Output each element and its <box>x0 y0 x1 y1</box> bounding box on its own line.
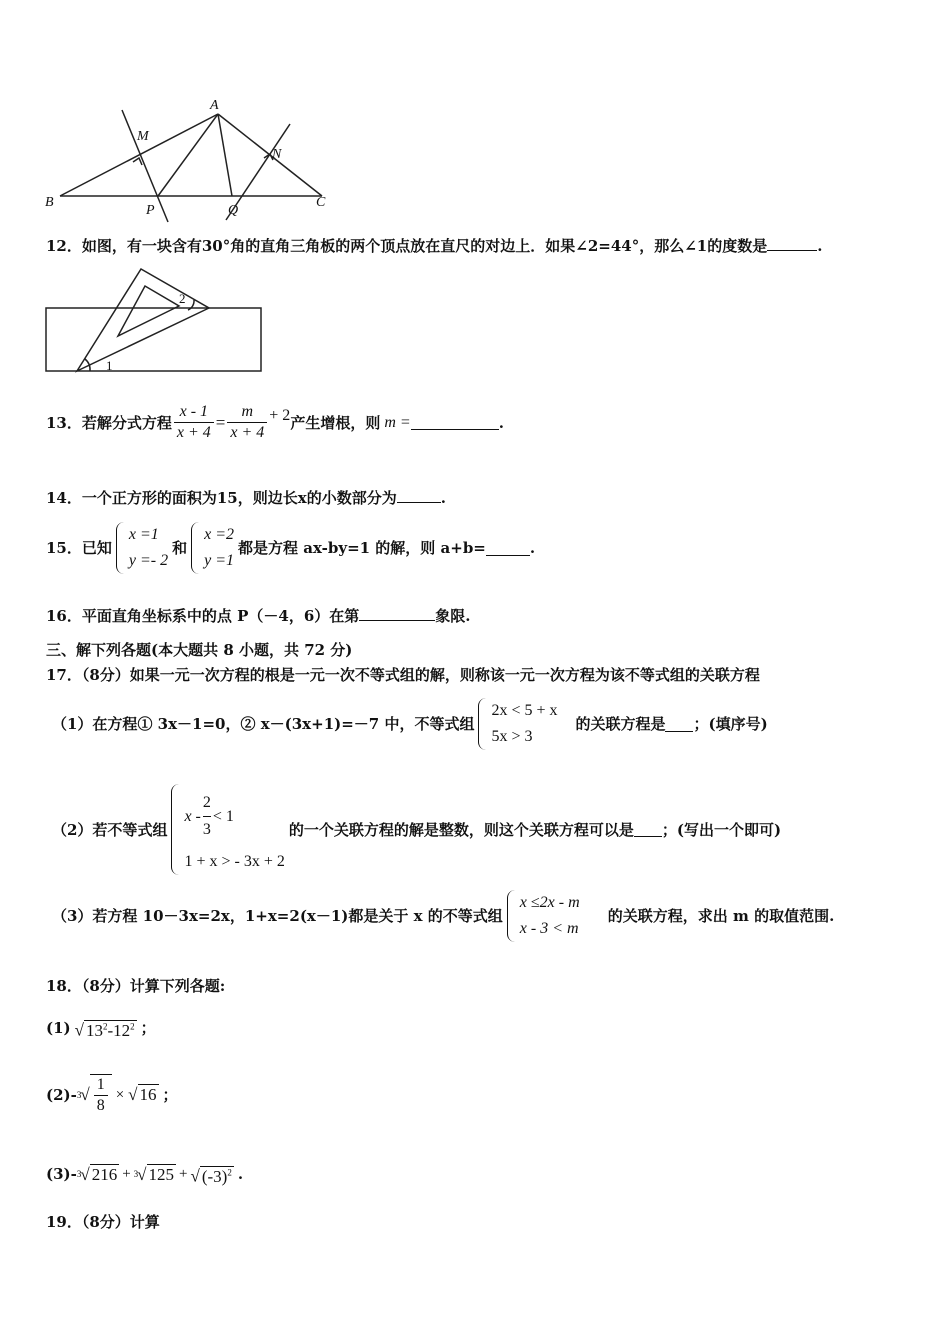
question-13: 13．若解分式方程 $\frac{x - 1}{x + 4}$ = $\frac{m}{x + 4}$ + 2 产生增根，则 m = . <box>46 403 504 441</box>
inequality-system-3: x ≤2x - m x - 3 < m <box>507 890 604 942</box>
question-17-title: 17．（8分）如果一元一次方程的根是一元一次不等式组的解，则称该一元一次方程为该不等式组的关联方程 <box>46 666 760 684</box>
label-N: N <box>272 147 282 162</box>
inequality-system-1: 2x < 5 + x 5x > 3 <box>478 698 571 750</box>
angle-label-1: 1 <box>106 358 113 373</box>
ruler-triangle-figure-q12 <box>44 264 266 376</box>
question-18-title: 18．（8分）计算下列各题: <box>46 977 226 995</box>
question-17-part-2: （2）若不等式组 x - $\frac{2}{3}$ < 1 1 + x > - 3x + 2 的一个关联方程的解是整数，则这个关联方程可以是 ；(写出一个即可) <box>52 784 781 875</box>
label-P: P <box>146 203 155 218</box>
system-2: x =2 y =1 <box>191 522 234 574</box>
question-19: 19．（8分）计算 <box>46 1213 160 1231</box>
question-12: 12．如图，有一块含有30°角的直角三角板的两个顶点放在直尺的对边上．如果∠2=44°，那么∠1的度数是 . <box>46 237 823 255</box>
question-17-part-1: （1）在方程① 3x－1=0，② x－(3x+1)=－7 中，不等式组 2x < 5 + x 5x > 3 的关联方程是 ；(填序号) <box>52 698 768 750</box>
question-14: 14．一个正方形的面积为15，则边长x的小数部分为 . <box>46 489 446 507</box>
label-M: M <box>137 129 149 144</box>
system-1: x =1 y =- 2 <box>116 522 168 574</box>
question-17-part-3: （3）若方程 10－3x=2x，1+x=2(x－1)都是关于 x 的不等式组 x ≤2x - m x - 3 < m 的关联方程，求出 m 的取值范围. <box>52 890 834 942</box>
question-18-item-3: (3)- $^3$√ 216 + $^3$√ 125 + √ $(-3)^2$ . <box>46 1164 244 1186</box>
question-18-item-1: (1) √ $13^2-12^2$ ； <box>46 1019 156 1040</box>
angle-label-2: 2 <box>179 291 186 306</box>
triangle-figure-q11 <box>40 96 340 226</box>
inequality-system-2: x - $\frac{2}{3}$ < 1 1 + x > - 3x + 2 <box>171 784 284 875</box>
question-15: 15．已知 x =1 y =- 2 和 x =2 y =1 都是方程 ax-by=1 的解，则 a+b= . <box>46 522 535 574</box>
fraction-2: $\frac{m}{x + 4}$ <box>227 402 267 443</box>
label-B: B <box>45 195 54 210</box>
label-A: A <box>210 98 219 113</box>
label-C: C <box>316 195 326 210</box>
question-18-item-2: (2)- 3 √ $\frac{1}{8}$ × √ 16 ； <box>46 1076 178 1114</box>
fraction-1: $\frac{x - 1}{x + 4}$ <box>174 402 214 443</box>
section-heading-3: 三、解下列各题(本大题共 8 小题，共 72 分) <box>46 641 353 659</box>
question-16: 16．平面直角坐标系中的点 P（－4，6）在第 象限. <box>46 607 471 625</box>
label-Q: Q <box>228 203 239 218</box>
